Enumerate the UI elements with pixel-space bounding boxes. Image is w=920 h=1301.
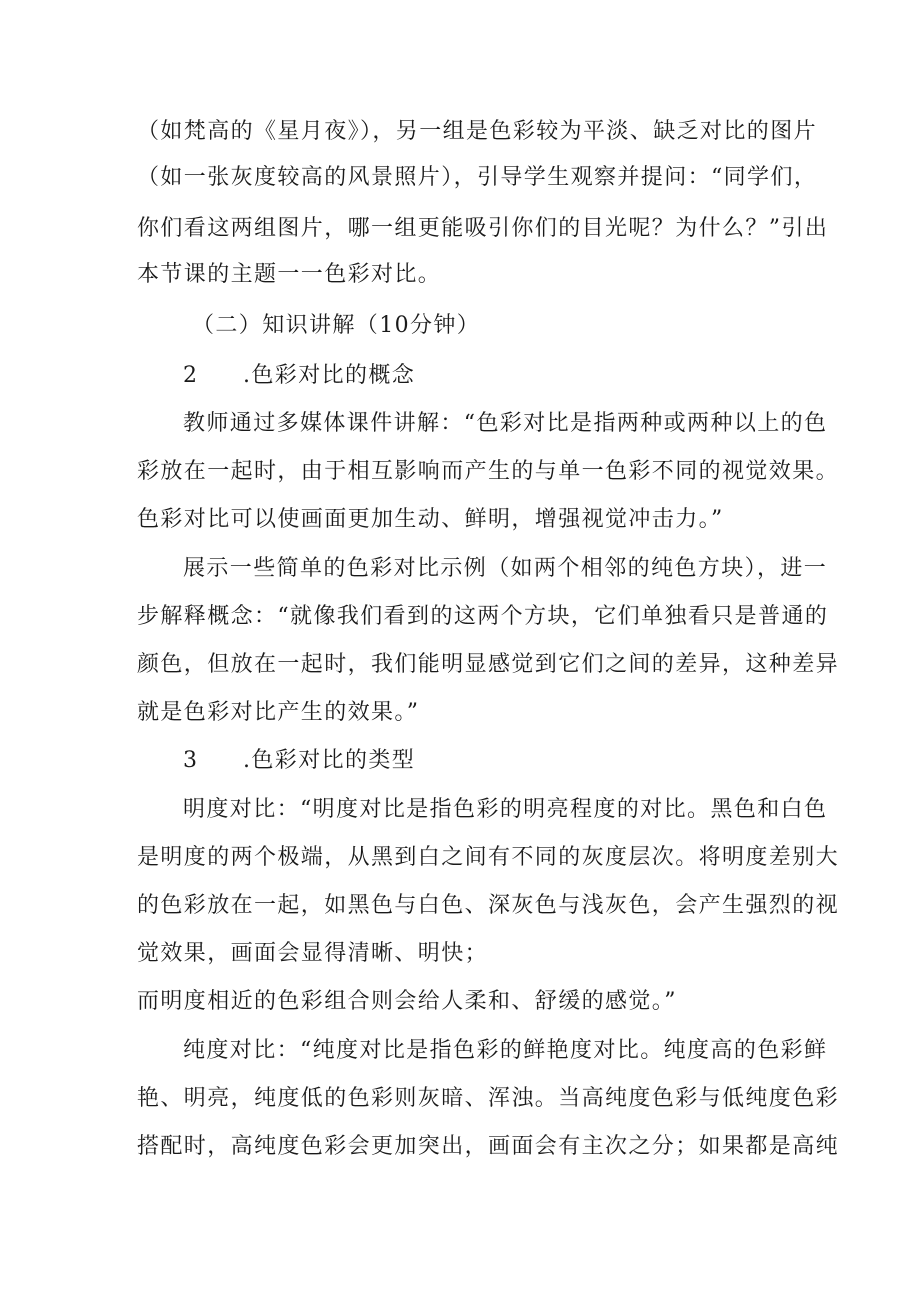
paragraph-line: 艳、明亮，纯度低的色彩则灰暗、浑浊。当高纯度色彩与低纯度色彩 [137,1086,840,1111]
paragraph-line: 教师通过多媒体课件讲解：“色彩对比是指两种或两种以上的色 [183,411,828,436]
paragraph-line: 的色彩放在一起，如黑色与白色、深灰色与浅灰色，会产生强烈的视 [137,893,840,918]
paragraph-line: （如梵高的《星月夜》），另一组是色彩较为平淡、缺乏对比的图片 [137,119,818,144]
paragraph-line: 你们看这两组图片，哪一组更能吸引你们的目光呢？为什么？”引出 [137,216,829,241]
paragraph-line: 是明度的两个极端，从黑到白之间有不同的灰度层次。将明度差别大 [137,845,840,870]
paragraph-line: 展示一些简单的色彩对比示例（如两个相邻的纯色方块），进一 [183,556,828,581]
paragraph-line: 而明度相近的色彩组合则会给人柔和、舒缓的感觉。” [137,989,677,1014]
paragraph-line: 搭配时，高纯度色彩会更加突出，画面会有主次之分；如果都是高纯 [137,1134,840,1159]
paragraph-line: （如一张灰度较高的风景照片），引导学生观察并提问：“同学们， [137,165,818,190]
paragraph-line: 明度对比：“明度对比是指色彩的明亮程度的对比。黑色和白色 [183,797,828,822]
numbered-heading [183,746,415,776]
paragraph-line: 觉效果，画面会显得清晰、明快； [137,941,489,966]
paragraph-line: 颜色，但放在一起时，我们能明显感觉到它们之间的差异，这种差异 [137,652,840,677]
paragraph-line: 色彩对比可以使画面更加生动、鲜明，增强视觉冲击力。” [137,507,724,532]
paragraph-line: 本节课的主题一一色彩对比。 [137,262,442,287]
heading-title: .色彩对比的概念 [243,363,416,388]
paragraph-line: 就是色彩对比产生的效果。” [137,700,420,725]
section-heading: （二）知识讲解（10分钟） [192,313,481,338]
heading-number: 2 [183,363,199,388]
numbered-heading [183,361,415,391]
paragraph-line: 彩放在一起时，由于相互影响而产生的与单一色彩不同的视觉效果。 [137,459,840,484]
paragraph-line: 纯度对比：“纯度对比是指色彩的鲜艳度对比。纯度高的色彩鲜 [183,1038,828,1063]
paragraph-line: 步解释概念：“就像我们看到的这两个方块，它们单独看只是普通的 [137,604,829,629]
heading-title: .色彩对比的类型 [243,748,416,773]
heading-number: 3 [183,748,199,773]
